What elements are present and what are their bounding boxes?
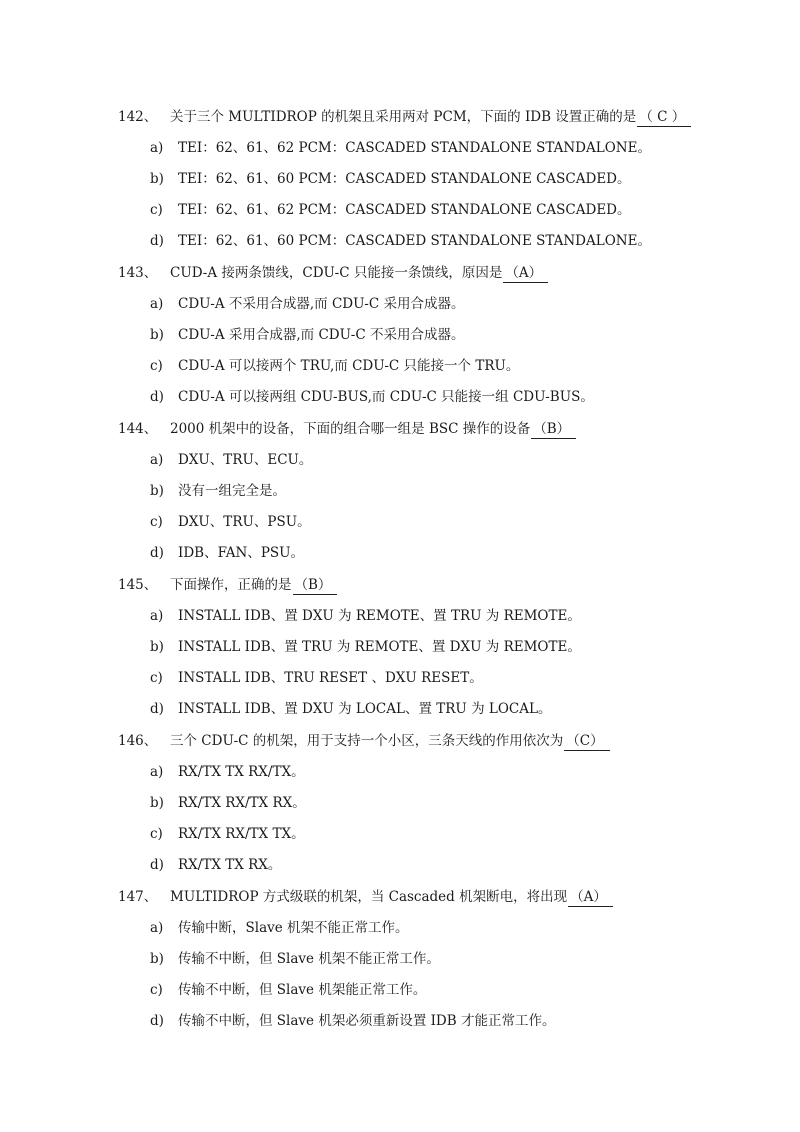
question-text [170,572,337,598]
option-letter: b) [150,795,164,811]
option-letter: d) [150,389,164,405]
option-letter: a) [150,452,164,468]
question-text-body: CUD-A 接两条馈线，CDU-C 只能接一条馈线，原因是 [170,265,503,281]
option-letter: c) [150,358,163,374]
question-number: 142、 [118,109,158,125]
option-letter: b) [150,171,164,187]
option-text: RX/TX TX RX/TX。 [178,764,305,780]
option-text: 传输中断，Slave 机架不能正常工作。 [178,920,409,936]
question-number: 145、 [118,577,158,593]
option-text: CDU-A 不采用合成器,而 CDU-C 采用合成器。 [178,296,465,312]
option-text: INSTALL IDB、置 DXU 为 REMOTE、置 TRU 为 REMOTE。 [178,608,581,624]
question-number: 144、 [118,421,158,437]
option-letter: a) [150,140,164,156]
option-text: TEI：62、61、62 PCM：CASCADED STANDALONE CASCADED。 [178,202,631,218]
question-text-body: 关于三个 MULTIDROP 的机架且采用两对 PCM，下面的 IDB 设置正确的是 [170,109,637,125]
option-text: CDU-A 可以接两组 CDU-BUS,而 CDU-C 只能接一组 CDU-BUS。 [178,389,594,405]
option-text: TEI：62、61、60 PCM：CASCADED STANDALONE CASCADED。 [178,171,631,187]
option-text: 没有一组完全是。 [178,483,286,499]
option-letter: b) [150,483,164,499]
question-text-body: 下面操作，正确的是 [170,577,292,593]
option-letter: c) [150,826,163,842]
answer-blank: （B） [531,420,576,439]
answer-blank: （C） [564,732,609,751]
option-text: DXU、TRU、PSU。 [178,514,311,530]
option-letter: c) [150,982,163,998]
option-text: RX/TX TX RX。 [178,857,282,873]
option-text: RX/TX RX/TX RX。 [178,795,306,811]
option-letter: d) [150,233,164,249]
option-text: CDU-A 采用合成器,而 CDU-C 不采用合成器。 [178,327,465,343]
question-text-body: MULTIDROP 方式级联的机架，当 Cascaded 机架断电，将出现 [170,889,568,905]
option-text: 传输不中断，但 Slave 机架能正常工作。 [178,982,427,998]
answer-blank: （B） [293,576,338,595]
option-letter: d) [150,545,164,561]
question-text [170,260,548,286]
question-text-body: 三个 CDU-C 的机架，用于支持一个小区，三条天线的作用依次为 [170,733,564,749]
option-text: 传输不中断，但 Slave 机架不能正常工作。 [178,951,440,967]
option-text: IDB、FAN、PSU。 [178,545,305,561]
option-letter: d) [150,857,164,873]
option-letter: d) [150,1013,164,1029]
question-text-body: 2000 机架中的设备，下面的组合哪一组是 BSC 操作的设备 [170,421,531,437]
question-number: 143、 [118,265,158,281]
question-text [170,728,610,754]
question-number: 146、 [118,733,158,749]
question-text [170,884,613,910]
option-letter: a) [150,296,164,312]
option-text: INSTALL IDB、置 TRU 为 REMOTE、置 DXU 为 REMOTE。 [178,639,581,655]
option-letter: a) [150,764,164,780]
answer-blank: （A） [568,888,613,907]
option-letter: b) [150,951,164,967]
option-text: TEI：62、61、62 PCM：CASCADED STANDALONE STANDALONE。 [178,140,651,156]
option-text: INSTALL IDB、置 DXU 为 LOCAL、置 TRU 为 LOCAL。 [178,701,552,717]
answer-blank: （ C ） [637,108,691,127]
option-letter: a) [150,920,164,936]
option-letter: b) [150,327,164,343]
option-letter: c) [150,514,163,530]
option-text: TEI：62、61、60 PCM：CASCADED STANDALONE STANDALONE。 [178,233,651,249]
option-text: INSTALL IDB、TRU RESET 、DXU RESET。 [178,670,483,686]
option-text: 传输不中断，但 Slave 机架必须重新设置 IDB 才能正常工作。 [178,1013,556,1029]
answer-blank: （A） [503,264,548,283]
option-text: DXU、TRU、ECU。 [178,452,313,468]
question-text [170,416,576,442]
option-letter: c) [150,670,163,686]
option-text: CDU-A 可以接两个 TRU,而 CDU-C 只能接一个 TRU。 [178,358,520,374]
option-letter: d) [150,701,164,717]
option-text: RX/TX RX/TX TX。 [178,826,305,842]
option-letter: a) [150,608,164,624]
option-letter: c) [150,202,163,218]
question-text [170,104,691,130]
question-number: 147、 [118,889,158,905]
option-letter: b) [150,639,164,655]
